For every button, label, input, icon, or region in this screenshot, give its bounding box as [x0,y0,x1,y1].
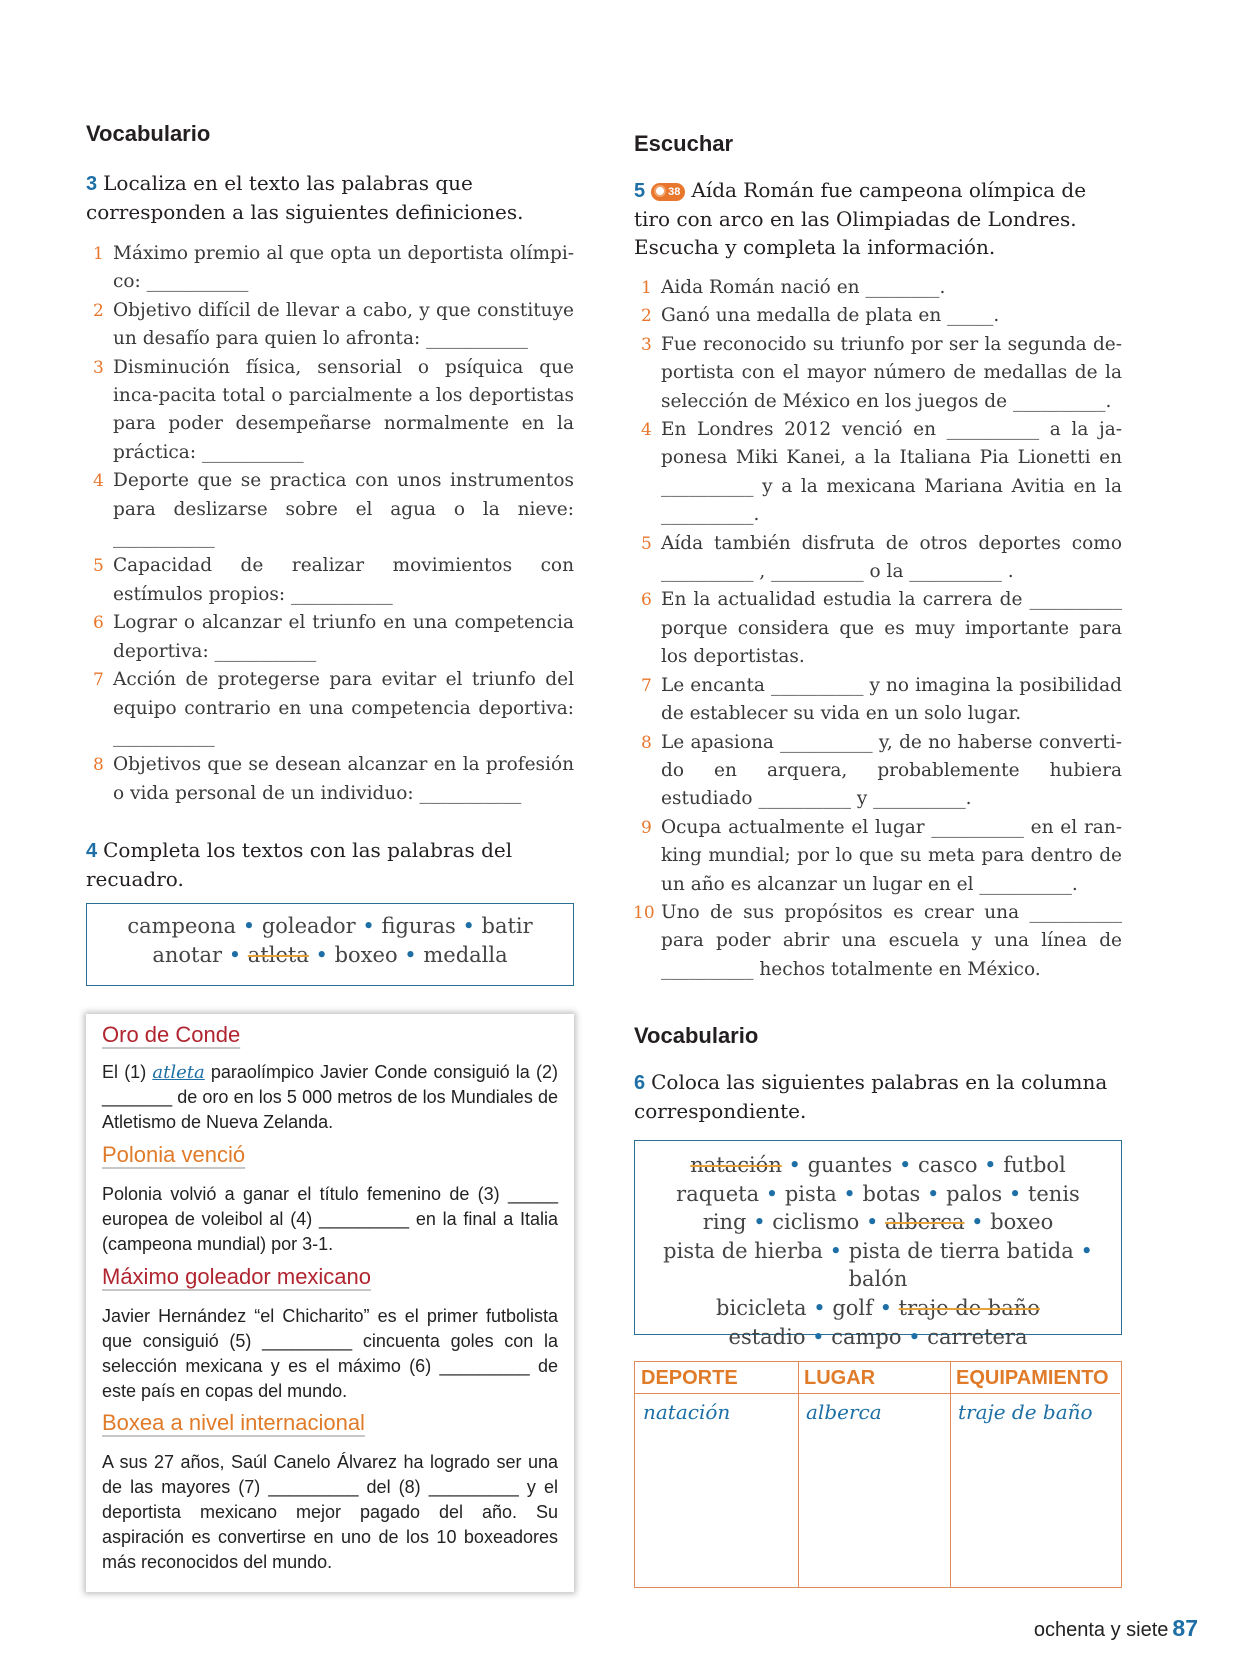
list-item [634,530,1122,587]
word-item: natación [690,1153,782,1177]
item-number: 5 [641,533,652,554]
exercise-number: 5 [634,180,646,202]
word-item: goleador [261,914,356,938]
item-number: 10 [633,902,655,923]
word-line [635,1294,1121,1323]
word-item: ring [702,1210,747,1235]
bullet-separator: • [859,1210,886,1235]
list-item [634,331,1122,416]
item-text: En Londres 2012 venció en __________ a la ja-ponesa Miki Kanei, a la Italiana Pia Lionetti en __________ y a la mexicana Mariana Avitia en la __________. [661,419,1122,526]
bullet-separator: • [901,1324,928,1349]
list-item [86,240,574,297]
word-item: figuras [381,914,456,938]
word-item: golf [832,1295,873,1320]
bullet-separator: • [892,1153,919,1177]
word-item: futbol [1003,1153,1066,1177]
page-number-words: ochenta y siete [1033,1619,1169,1641]
item-number: 7 [93,670,104,691]
news-paragraph [102,1060,558,1135]
bullet-separator: • [1002,1181,1028,1206]
list-item [634,814,1122,899]
bullet-separator: • [759,1181,785,1206]
item-number: 6 [641,590,652,611]
news-headline: Polonia venció [102,1142,246,1167]
item-text: Fue reconocido su triunfo por ser la segunda de-portista con el mayor número de medallas de la selección de México en los juegos de __________. [661,333,1122,412]
bullet-separator: • [872,1295,899,1320]
news-text: paraolímpico Javier Conde consiguió la (2) _______ de oro en los 5 000 metros de los Mundiales de Atletismo de Nueva Zelanda. [102,1062,558,1132]
news-paragraph: A sus 27 años, Saúl Canelo Álvarez ha logrado ser una de las mayores (7) _________ del (8) _________ y el deportista mexicano mejor pagado del año. Su aspiración es convertirse en uno de los 10 boxeadores más reconocidos del mundo. [102,1452,558,1572]
item-text: Ocupa actualmente el lugar __________ en el ran-king mundial; por lo que su meta para dentro de un año es alcanzar un lugar en el __________. [661,816,1122,895]
item-text: Lograr o alcanzar el triunfo en una competencia deportiva: ___________ [113,612,574,662]
list-item [86,297,574,354]
word-box-exercise-4 [86,903,574,986]
classification-table [634,1361,1122,1588]
item-text: En la actualidad estudia la carrera de __________ porque considera que es muy importante para los deportistas. [661,589,1122,668]
word-item: boxeo [990,1210,1054,1235]
item-text: Ganó una medalla de plata en _____. [661,305,1000,327]
exercise-4-text: Completa los textos con las palabras del recuadro. [86,838,513,891]
list-item [86,609,574,666]
exercise-5-text: Aída Román fue campeona olímpica de tiro con arco en las Olimpiadas de Londres. Escucha y completa la información. [634,178,1087,259]
word-line [635,1151,1121,1180]
bullet-separator: • [455,914,482,938]
column-header-deporte: DEPORTE [635,1362,798,1394]
bullet-separator: • [397,943,424,967]
word-box-exercise-6 [634,1140,1122,1349]
bullet-separator: • [236,914,262,938]
example-cell-lugar: alberca [806,1400,882,1424]
news-paragraph: Polonia volvió a ganar el título femenino de (3) _____ europea de voleibol al (4) _________ en la final a Italia (campeona mundial) por 3-1. [102,1184,558,1254]
item-number: 4 [641,420,652,441]
item-number: 3 [93,357,104,378]
bullet-separator: • [805,1324,832,1349]
exercise-number: 3 [86,173,98,195]
word-item: tenis [1027,1181,1080,1206]
item-number: 9 [641,817,652,838]
example-cell-deporte: natación [643,1400,731,1424]
example-answer: atleta [152,1062,205,1083]
page-number: 87 [1172,1615,1198,1641]
item-text: Máximo premio al que opta un deportista olímpi-co: ___________ [113,243,574,293]
item-text: Disminución física, sensorial o psíquica que inca-pacita total o parcialmente a los deportistas para poder desempeñarse normalmente en la práctica: ___________ [113,356,574,463]
bullet-separator: • [964,1210,991,1235]
word-line [87,941,573,970]
exercise-6-text: Coloca las siguientes palabras en la columna correspondiente. [634,1070,1108,1123]
page-footer [1034,1615,1198,1642]
item-text: Capacidad de realizar movimientos con estímulos propios: ___________ [113,555,574,605]
item-text: Objetivo difícil de llevar a cabo, y que constituye un desafío para quien lo afronta: ___________ [113,299,574,350]
word-line [635,1180,1121,1209]
column-divider [950,1362,951,1587]
cd-icon [654,185,666,197]
item-number: 6 [93,613,104,634]
example-cell-equipamiento: traje de baño [958,1400,1093,1424]
column-header-lugar: LUGAR [798,1362,950,1394]
bullet-separator: • [822,1238,849,1263]
exercise-6-prompt [634,1068,1122,1125]
list-item [634,416,1122,530]
list-item [634,586,1122,671]
word-item: anotar [152,943,223,967]
list-item [634,672,1122,729]
word-item: medalla [423,943,508,967]
bullet-separator: • [746,1210,773,1235]
exercise-number: 4 [86,840,98,862]
bullet-separator: • [836,1181,863,1206]
item-number: 1 [641,278,652,298]
word-item: carretera [927,1324,1028,1349]
bullet-separator: • [806,1295,833,1320]
list-item [86,751,574,808]
bullet-separator: • [1073,1238,1093,1263]
item-text: Le encanta __________ y no imagina la posibilidad de establecer su vida en un solo lugar. [661,674,1122,725]
word-item: balón [848,1267,908,1292]
item-text: Deporte que se practica con unos instrumentos para deslizarse sobre el agua o la nieve: ___________ [113,470,574,549]
list-item [634,274,1122,302]
column-header-equipamiento: EQUIPAMIENTO [950,1362,1120,1394]
item-number: 3 [641,334,652,355]
item-text: Le apasiona __________ y, de no haberse converti-do en arquera, probablemente hubiera estudiado __________ y __________. [661,731,1122,810]
vocabulary-title-right: Vocabulario [634,1023,759,1048]
exercise-number: 6 [634,1072,646,1094]
word-item: pista de hierba [663,1238,823,1263]
word-item: casco [918,1153,978,1177]
word-item: pista de tierra batida [848,1238,1074,1263]
word-item: estadio [728,1324,806,1349]
news-paragraph: Javier Hernández “el Chicharito” es el primer futbolista que consiguió (5) _________ cincuenta goles con la selección mexicana y es el máximo (6) _________ de este país en copas del mundo. [102,1306,558,1401]
news-headline: Boxea a nivel internacional [102,1410,365,1435]
exercise-3-text: Localiza en el texto las palabras que corresponden a las siguientes definiciones. [86,171,524,224]
word-item: botas [862,1181,921,1206]
item-text: Acción de protegerse para evitar el triunfo del equipo contrario en una competencia deportiva: ___________ [113,669,574,747]
item-text: Uno de sus propósitos es crear una __________ para poder abrir una escuela y una línea de __________ hechos totalmente en México. [661,901,1122,980]
exercise-3-prompt [86,169,574,226]
list-item [86,354,574,468]
list-item [634,302,1122,330]
bullet-separator: • [920,1181,947,1206]
bullet-separator: • [222,943,248,967]
bullet-separator: • [977,1153,1004,1177]
column-divider [798,1362,799,1587]
item-number: 5 [93,556,104,577]
item-number: 7 [641,675,652,696]
news-box [86,1014,574,1592]
word-item: bicicleta [716,1295,807,1320]
exercise-5-items [634,274,1122,984]
word-line [635,1323,1121,1352]
news-text: El (1) [102,1062,153,1082]
audio-track-icon[interactable] [651,183,685,201]
word-item: pista [784,1181,837,1206]
item-number: 2 [93,300,104,321]
word-item: traje de baño [898,1295,1040,1320]
word-line [87,912,573,941]
listening-title: Escuchar [634,131,734,156]
word-item: batir [481,914,533,938]
word-item: atleta [247,943,309,967]
word-item: palos [946,1181,1003,1206]
item-text: Aida Román nació en ________. [661,277,946,298]
item-number: 8 [641,732,652,753]
list-item [86,467,574,552]
news-headline: Oro de Conde [102,1022,241,1047]
vocabulary-title-left: Vocabulario [86,121,211,146]
exercise-4-prompt [86,836,574,893]
track-number: 38 [668,185,681,198]
list-item [634,899,1122,984]
bullet-separator: • [781,1153,808,1177]
item-number: 8 [93,755,104,776]
list-item [634,729,1122,814]
word-item: campo [831,1324,902,1349]
item-text: Objetivos que se desean alcanzar en la profesión o vida personal de un individuo: ___________ [113,754,574,804]
word-item: campeona [127,914,237,938]
list-item [86,666,574,751]
list-item [86,552,574,609]
item-number: 4 [93,471,104,492]
exercise-3-definitions [86,240,574,808]
bullet-separator: • [355,914,382,938]
item-number: 1 [93,244,104,264]
word-line [635,1208,1121,1237]
bullet-separator: • [308,943,335,967]
exercise-5-prompt [634,176,1122,261]
word-item: guantes [807,1153,893,1177]
word-line [635,1237,1121,1294]
word-item: raqueta [676,1181,760,1206]
word-item: alberca [885,1210,965,1235]
word-item: boxeo [334,943,398,967]
word-item: ciclismo [772,1210,860,1235]
item-number: 2 [641,306,652,327]
item-text: Aída también disfruta de otros deportes como __________ , __________ o la __________ . [661,532,1122,583]
news-headline: Máximo goleador mexicano [102,1264,372,1289]
